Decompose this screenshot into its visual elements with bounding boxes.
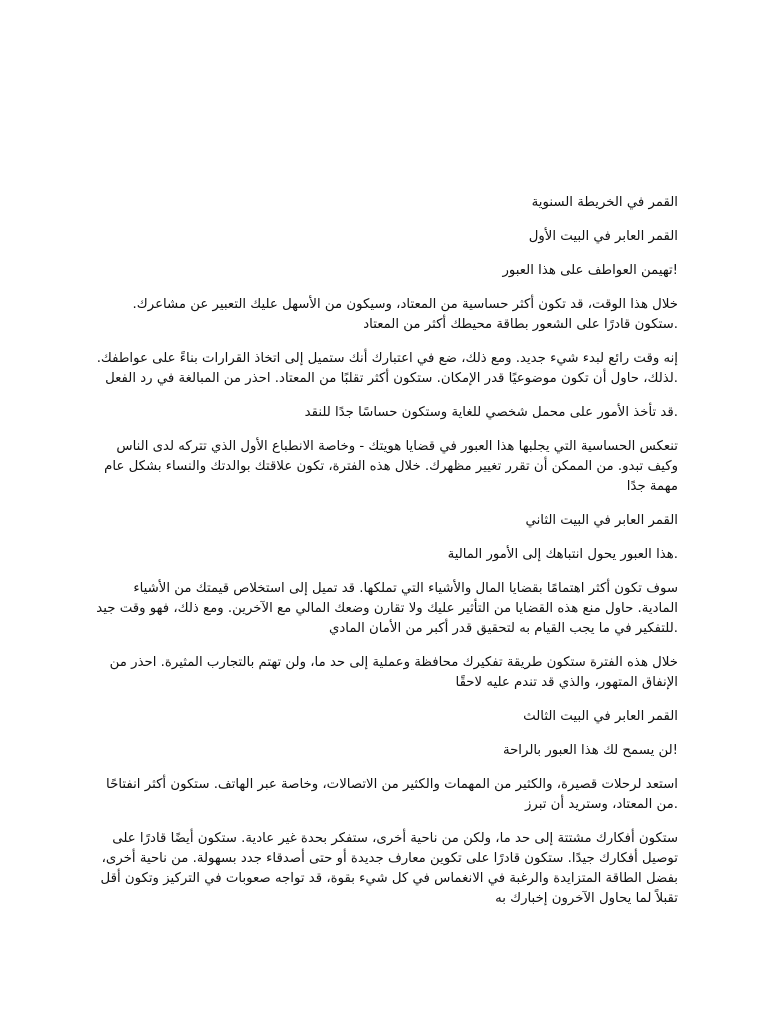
section-heading-second-house: القمر العابر في البيت الثاني <box>525 513 678 528</box>
chart-title: القمر في الخريطة السنوية <box>531 195 678 210</box>
section-heading-first-house: القمر العابر في البيت الأول <box>528 229 678 244</box>
paragraph: تنعكس الحساسية التي يجلبها هذا العبور في قضايا هويتك - وخاصة الانطباع الأول الذي تتركه لدى الناس وكيف تبدو. من الممكن أن تقرر تغيير مظهرك. خلال هذه الفترة، تكون علاقتك بوالدتك والنساء بشكل عام مهمة جدًا <box>104 439 678 494</box>
paragraph: خلال هذه الفترة ستكون طريقة تفكيرك محافظة وعملية إلى حد ما، ولن تهتم بالتجارب المثيرة. احذر من الإنفاق المتهور، والذي قد تندم عليه لاحقًا <box>109 655 678 690</box>
paragraph: ستكون أفكارك مشتتة إلى حد ما، ولكن من ناحية أخرى، ستفكر بحدة غير عادية. ستكون أيضًا قادرًا على توصيل أفكارك جيدًا. ستكون قادرًا على تكوين معارف جديدة أو حتى أصدقاء جدد بسهولة. من ناحية أخرى، بفضل الطاقة المتزايدة والرغبة في الانغماس في كل شيء بقوة، قد تواجه صعوبات في التركيز وتكون أقل تقبلاً لما يحاول الآخرون إخبارك به <box>100 831 678 906</box>
paragraph: !تهيمن العواطف على هذا العبور <box>502 263 678 278</box>
paragraph: .هذا العبور يحول انتباهك إلى الأمور المالية <box>447 547 678 562</box>
paragraph: استعد لرحلات قصيرة، والكثير من المهمات والكثير من الاتصالات، وخاصة عبر الهاتف. ستكون أكثر انفتاحًا .من المعتاد، وستريد أن تبرز <box>106 777 678 812</box>
paragraph: خلال هذا الوقت، قد تكون أكثر حساسية من المعتاد، وسيكون من الأسهل عليك التعبير عن مشاعرك. .ستكون قادرًا على الشعور بطاقة محيطك أكثر من المعتاد <box>132 297 678 332</box>
section-heading-third-house: القمر العابر في البيت الثالث <box>523 709 678 724</box>
paragraph: سوف تكون أكثر اهتمامًا بقضايا المال والأشياء التي تملكها. قد تميل إلى استخلاص قيمتك من الأشياء المادية. حاول منع هذه القضايا من التأثير عليك ولا تقارن وضعك المالي مع الآخرين. ومع ذلك، فهو وقت جيد .للتفكير في ما يجب القيام به لتحقيق قدر أكبر من الأمان المادي <box>96 581 678 636</box>
document-page <box>96 193 678 923</box>
paragraph: !لن يسمح لك هذا العبور بالراحة <box>502 743 678 758</box>
paragraph: إنه وقت رائع لبدء شيء جديد. ومع ذلك، ضع في اعتبارك أنك ستميل إلى اتخاذ القرارات بناءً على عواطفك. .لذلك، حاول أن تكون موضوعيًا قدر الإمكان. ستكون أكثر تقلبًا من المعتاد. احذر من المبالغة في رد الفعل <box>96 351 678 386</box>
paragraph: .قد تأخذ الأمور على محمل شخصي للغاية وستكون حساسًا جدًا للنقد <box>304 405 678 420</box>
